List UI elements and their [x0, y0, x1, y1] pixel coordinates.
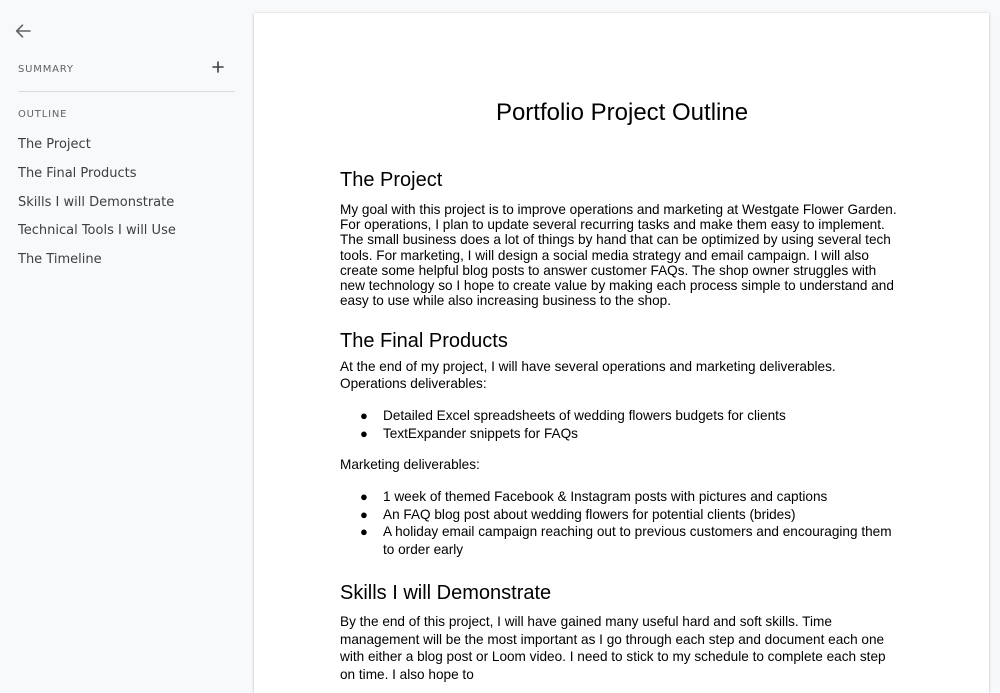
- outline-item-the-project[interactable]: The Project: [18, 137, 91, 152]
- plus-icon: [212, 60, 224, 78]
- list-item: ● 1 week of themed Facebook & Instagram posts with pictures and captions: [360, 489, 828, 504]
- paragraph-operations-label: Operations deliverables:: [340, 376, 487, 391]
- outline-list: [18, 134, 243, 278]
- outline-heading: OUTLINE: [18, 109, 68, 120]
- bullet-icon: ●: [360, 489, 368, 504]
- document-title: Portfolio Project Outline: [495, 99, 749, 126]
- outline-item-technical-tools[interactable]: Technical Tools I will Use: [18, 223, 176, 239]
- paragraph-marketing-label: Marketing deliverables:: [340, 457, 480, 472]
- outline-item-the-final-products[interactable]: The Final Products: [18, 165, 137, 181]
- back-button[interactable]: [12, 22, 34, 44]
- bullet-icon: ●: [360, 408, 368, 423]
- list-item: ● A holiday email campaign reaching out to previous customers and encouraging them to order early: [360, 524, 892, 557]
- document-page[interactable]: [254, 13, 989, 693]
- paragraph-skills: By the end of this project, I will have gained many useful hard and soft skills. Time management will be the most important as I go through each step and document each one with either a blog post or Loom video. I need to stick to my schedule to complete each step on time. I also hope to: [340, 614, 886, 682]
- bullet-icon: ●: [360, 506, 368, 522]
- outline-item-skills[interactable]: Skills I will Demonstrate: [18, 194, 175, 210]
- outline-item-the-timeline[interactable]: The Timeline: [18, 252, 102, 268]
- paragraph-the-project: My goal with this project is to improve operations and marketing at Westgate Flower Garden. For operations, I plan to update several recurring tasks and make them easy to implement. The small business does a lot of things by hand that can be optimized by using several tech tools. For marketing, I will design a social media strategy and email campaign. I will also create some helpful blog posts to answer customer FAQs. The shop owner struggles with new technology so I hope to create value by making each process simple to understand and easy to use while also increasing business to the shop.: [340, 202, 897, 309]
- list-item: ● TextExpander snippets for FAQs: [360, 425, 578, 441]
- list-item: ● An FAQ blog post about wedding flowers for potential clients (brides): [360, 506, 796, 522]
- summary-row: [18, 60, 235, 80]
- document-outline-sidebar: [0, 0, 253, 664]
- sidebar-divider: [18, 91, 235, 92]
- add-summary-button[interactable]: [209, 60, 227, 78]
- heading-skills: Skills I will Demonstrate: [340, 582, 552, 604]
- bullet-icon: ●: [360, 524, 368, 539]
- summary-heading: SUMMARY: [18, 64, 74, 75]
- list-item: ● Detailed Excel spreadsheets of wedding flowers budgets for clients: [360, 408, 786, 423]
- marketing-deliverables-list: [340, 488, 904, 558]
- arrow-left-icon: [14, 22, 32, 45]
- operations-deliverables-list: [340, 407, 904, 442]
- paragraph-final-intro: At the end of my project, I will have several operations and marketing deliverables.: [340, 359, 836, 374]
- heading-the-final-products: The Final Products: [340, 330, 508, 352]
- bullet-icon: ●: [360, 425, 368, 441]
- heading-the-project: The Project: [340, 169, 443, 191]
